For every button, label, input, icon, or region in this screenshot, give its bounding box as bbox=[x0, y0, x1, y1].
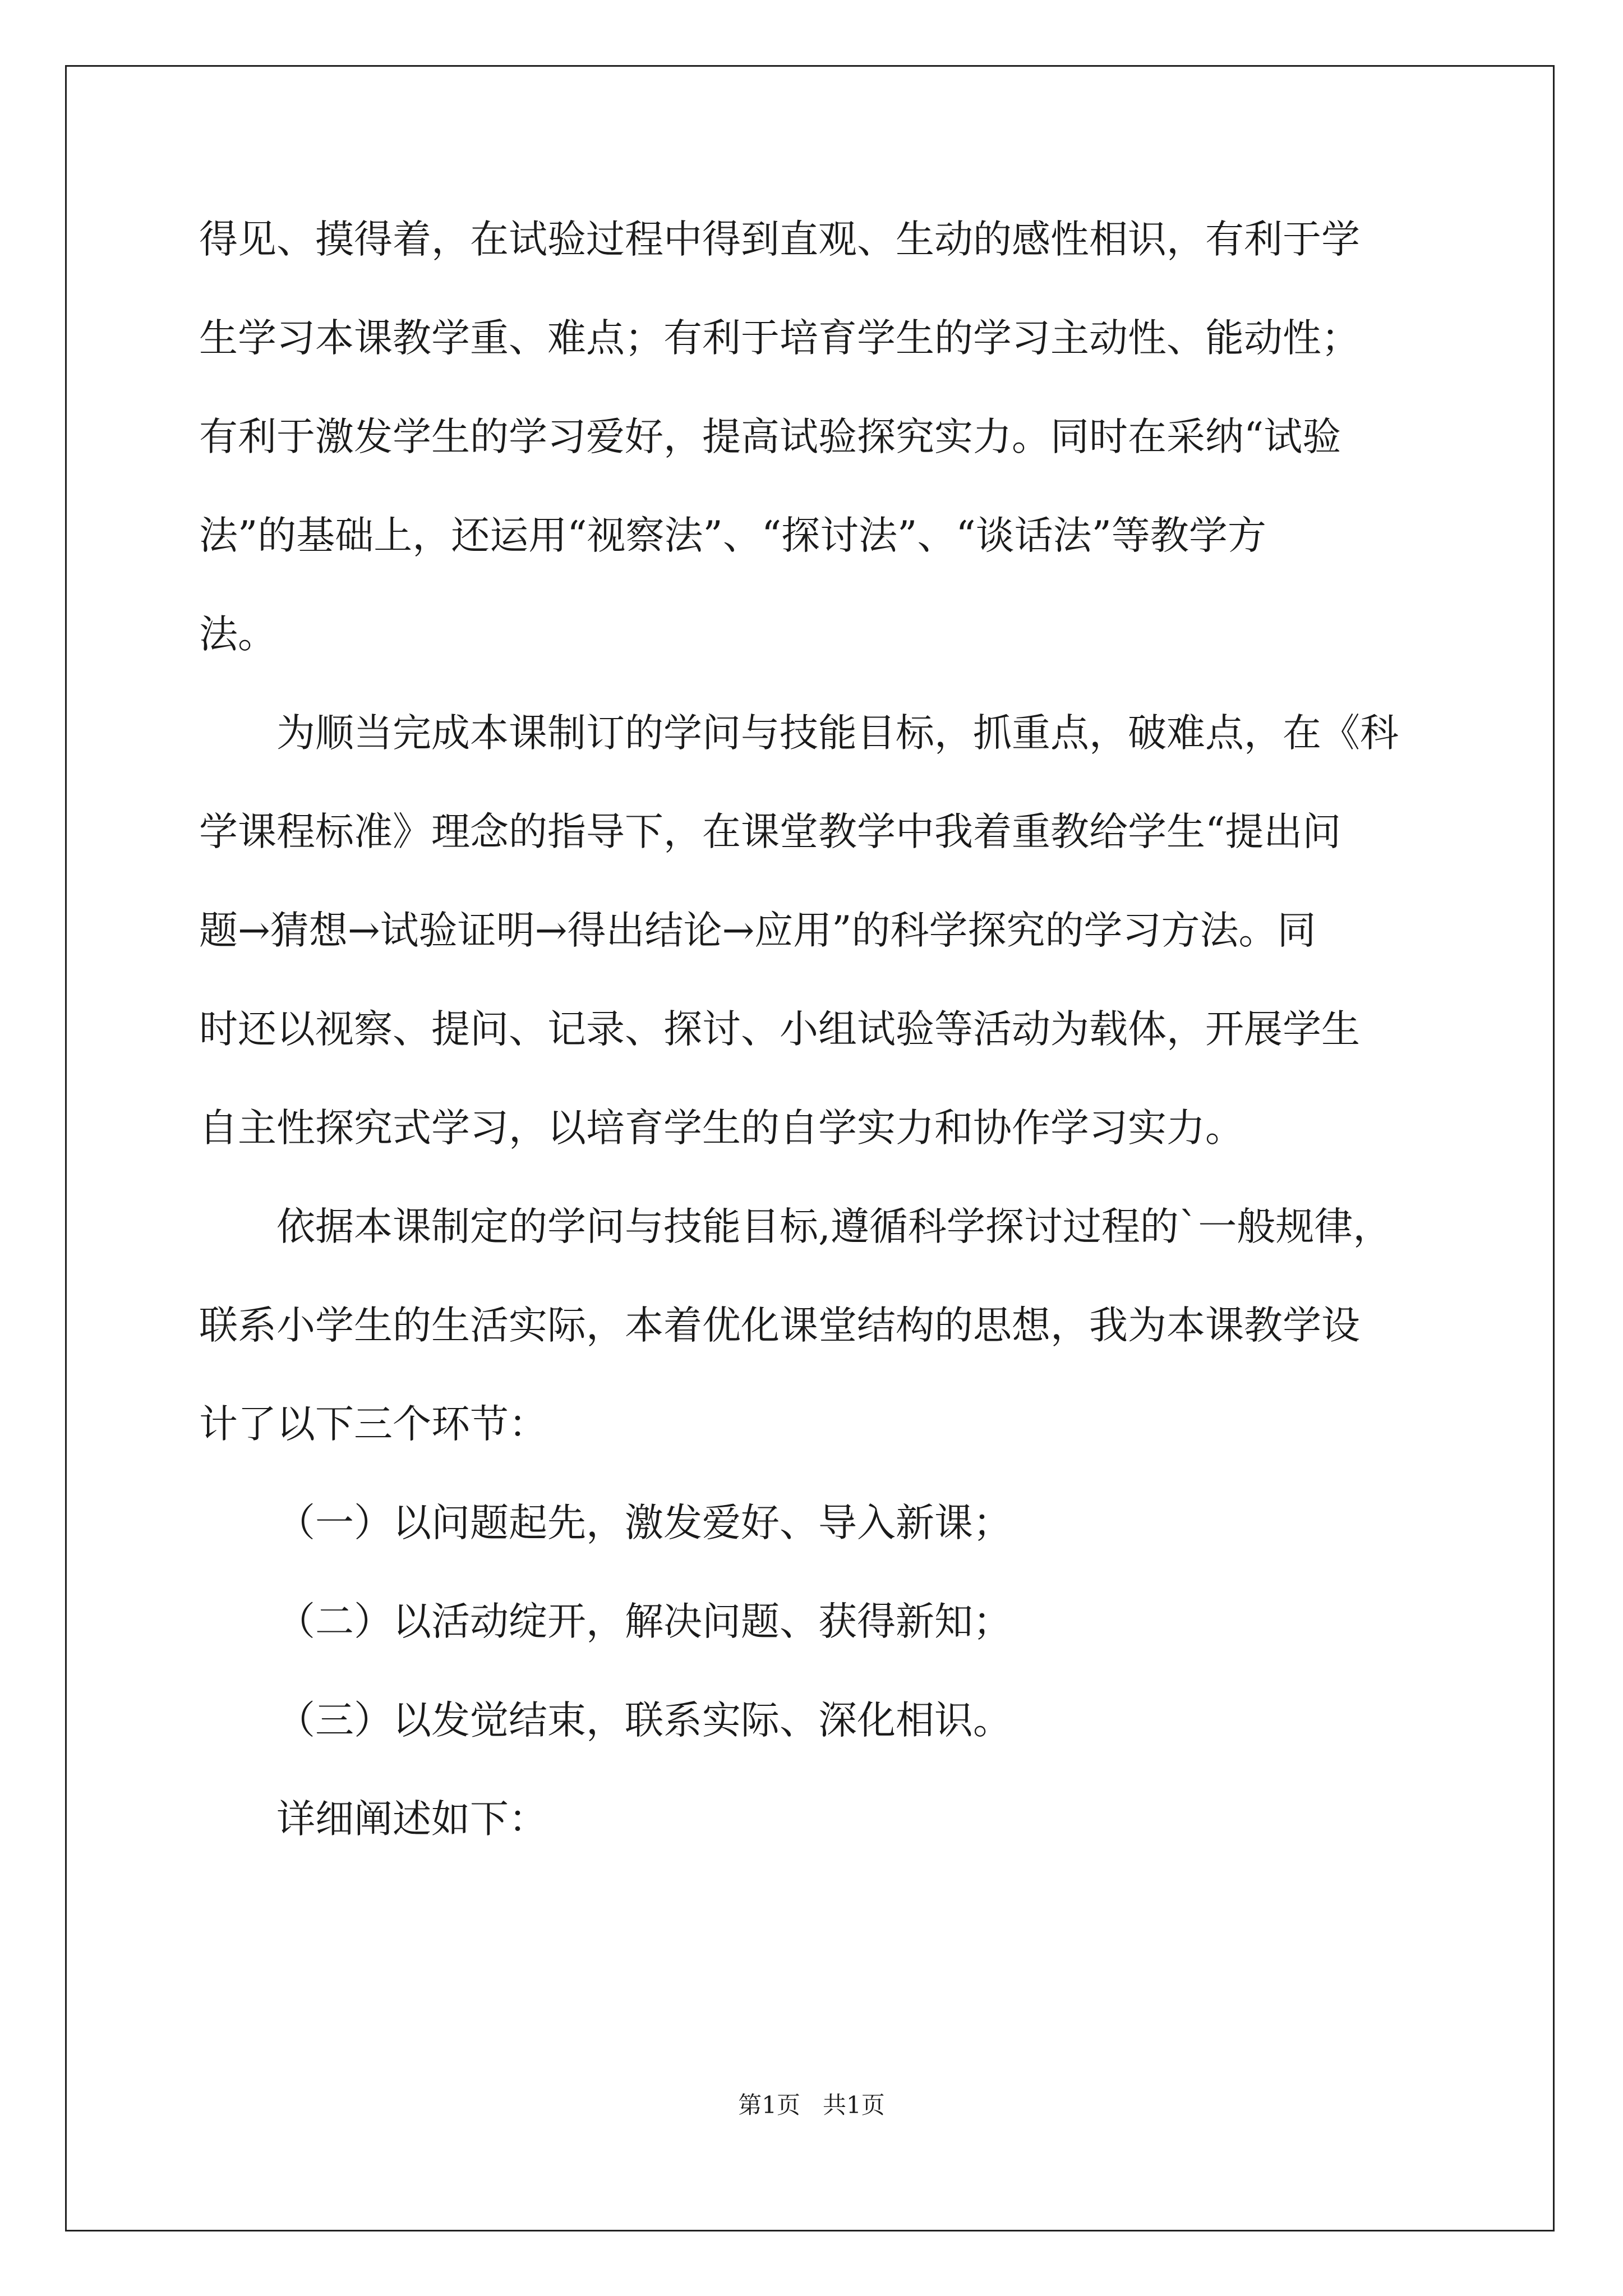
text-line: 得见、摸得着，在试验过程中得到直观、生动的感性相识，有利于学 bbox=[199, 217, 1360, 262]
page-total: 共1页 bbox=[823, 2091, 885, 2119]
text-line: 自主性探究式学习，以培育学生的自学实力和协作学习实力。 bbox=[199, 1106, 1244, 1151]
text-line: 法”的基础上，还运用“视察法”、“探讨法”、“谈话法”等教学方 bbox=[199, 513, 1266, 558]
text-line: 联系小学生的生活实际，本着优化课堂结构的思想，我为本课教学设 bbox=[199, 1303, 1360, 1348]
text-line: 有利于激发学生的学习爱好，提高试验探究实力。同时在采纳“试验 bbox=[199, 415, 1341, 459]
page-number: 第1页 bbox=[738, 2091, 800, 2119]
list-item: （二）以活动绽开，解决问题、获得新知； bbox=[276, 1599, 1012, 1644]
page-footer bbox=[0, 2087, 1623, 2120]
list-item: （一）以问题起先，激发爱好、导入新课； bbox=[276, 1501, 1012, 1545]
paragraph-start-line: 详细阐述如下： bbox=[276, 1797, 547, 1842]
text-line: 计了以下三个环节： bbox=[199, 1402, 547, 1447]
text-line: 时还以视察、提问、记录、探讨、小组试验等活动为载体，开展学生 bbox=[199, 1007, 1360, 1052]
text-line: 法。 bbox=[199, 612, 276, 657]
text-line: 学课程标准》理念的指导下，在课堂教学中我着重教给学生“提出问 bbox=[199, 809, 1341, 854]
paragraph-start-line: 为顺当完成本课制订的学问与技能目标，抓重点，破难点，在《科 bbox=[276, 711, 1399, 756]
list-item: （三）以发觉结束，联系实际、深化相识。 bbox=[276, 1698, 1012, 1743]
text-line: 题→猜想→试验证明→得出结论→应用”的科学探究的学习方法。同 bbox=[199, 908, 1316, 953]
paragraph-start-line: 依据本课制定的学问与技能目标,遵循科学探讨过程的`一般规律， bbox=[276, 1204, 1392, 1249]
text-line: 生学习本课教学重、难点；有利于培育学生的学习主动性、能动性； bbox=[199, 316, 1360, 361]
document-body bbox=[199, 215, 1422, 1893]
